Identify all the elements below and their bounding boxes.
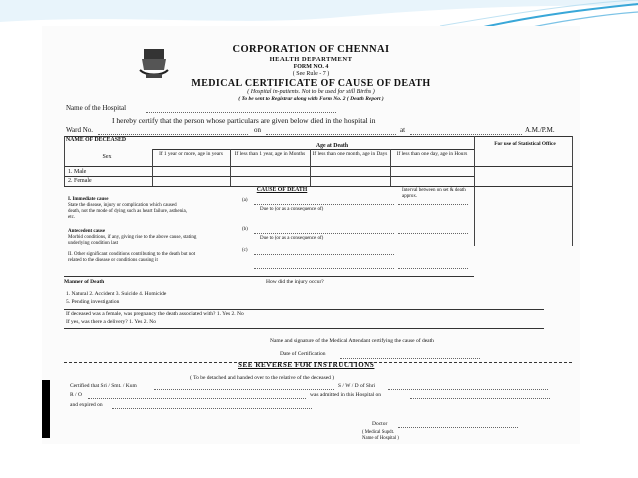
table-col-rule — [474, 136, 475, 246]
swd-label: S / W / D of Shri — [338, 383, 376, 389]
table-col-rule — [230, 149, 231, 186]
interval-other-field[interactable] — [398, 268, 468, 269]
table-col-rule — [64, 136, 65, 186]
ward-label: Ward No. — [66, 126, 94, 134]
sex-male-row: 1. Male — [68, 169, 87, 175]
doctor-signature-field[interactable] — [398, 427, 518, 428]
doctor-label: Doctor — [372, 421, 388, 427]
table-row-rule — [64, 176, 474, 177]
ampm-label: A.M./P.M. — [525, 126, 555, 134]
at-label: at — [400, 126, 406, 134]
pregnancy-question[interactable]: If deceased was a female, was pregnancy the death associated with? 1. Yes 2. No — [66, 311, 244, 317]
ro-label: R / O — [70, 392, 82, 398]
table-col-rule — [390, 149, 391, 186]
corporation-name: CORPORATION OF CHENNAI — [232, 44, 390, 55]
statistical-office-label: For use of Statistical Office — [494, 141, 556, 147]
admission-date-field[interactable] — [410, 398, 550, 399]
ward-field[interactable] — [98, 134, 248, 135]
detach-instruction: ( To be detached and handed over to the relative of the deceased ) — [190, 375, 335, 381]
pregnancy-rule — [64, 328, 544, 329]
on-label: on — [254, 126, 261, 134]
subtitle-registrar: ( To be sent to Registrar along with Form No. 2 ( Death Report ) — [238, 96, 384, 102]
table-col-rule — [572, 136, 573, 246]
table-col-rule — [310, 149, 311, 186]
cause-b-field[interactable] — [254, 233, 394, 234]
sex-header: Sex — [102, 154, 112, 160]
sex-female-row: 2. Female — [68, 178, 92, 184]
other-conditions-label: II. Other significant conditions contributing to the death but not related to the disease or conditions causing it — [68, 252, 196, 263]
cause-of-death-heading: CAUSE OF DEATH — [256, 187, 308, 193]
rule-reference: ( See Rule - 7 ) — [292, 71, 330, 77]
cause-a-field[interactable] — [254, 204, 394, 205]
antecedent-cause-description: Morbid conditions, if any, giving rise to the above cause, stating underlying condition last — [68, 235, 197, 246]
relation-field[interactable] — [388, 389, 548, 390]
hospital-field[interactable] — [146, 112, 336, 113]
other-conditions-field[interactable] — [254, 268, 394, 269]
manner-options[interactable]: 1. Natural 2. Accident 3. Suicide 4. Homicide — [66, 291, 167, 297]
age-days-header: If less than one month, age in Days — [312, 151, 388, 157]
medical-supdt-label: ( Medical Supdt. — [362, 430, 395, 435]
interval-b-field[interactable] — [398, 233, 468, 234]
manner-rule — [64, 309, 544, 310]
table-header-rule — [64, 166, 572, 167]
certified-label: Certified that Sri / Smt. / Kum — [70, 383, 137, 389]
reverse-instructions-heading: SEE REVERSE FOR INSTRUCTIONS — [238, 361, 375, 369]
certificate-title: MEDICAL CERTIFICATE OF CAUSE OF DEATH — [191, 78, 431, 89]
form-number: FORM NO. 4 — [293, 64, 329, 70]
age-header-rule — [152, 149, 474, 150]
age-at-death-label: Age at Death — [315, 143, 349, 149]
cause-bottom-rule — [64, 276, 474, 277]
time-field[interactable] — [410, 134, 522, 135]
department-name: HEALTH DEPARTMENT — [269, 56, 353, 63]
death-certificate-document — [42, 26, 580, 444]
hospital-label: Name of the Hospital — [66, 104, 127, 112]
cause-a-label: (a) — [242, 198, 248, 203]
cause-c-field[interactable] — [254, 254, 394, 255]
expiry-date-field[interactable] — [112, 408, 312, 409]
subtitle-hospital: ( Hospital in-patients. Not to be used for still Births ) — [247, 89, 375, 95]
injury-question: How did the injury occur? — [266, 279, 324, 285]
delivery-question[interactable]: If yes, was there a delivery? 1. Yes 2. No — [66, 319, 156, 325]
cause-a-due: Due to (or as a consequence of) — [260, 207, 324, 212]
attendant-signature-label: Name and signature of the Medical Attendant certifying the cause of death — [270, 338, 434, 344]
age-months-header: If less than 1 year, age in Months — [234, 151, 306, 157]
immediate-cause-label: I. Immediate cause — [68, 197, 109, 202]
deceased-name-field[interactable] — [154, 389, 334, 390]
age-years-header: If 1 year or more, age in years — [159, 151, 223, 157]
manner-of-death-label: Manner of Death — [64, 279, 105, 285]
expired-label: and expired on — [70, 402, 103, 408]
cause-b-due: Due to (or as a consequence of) — [260, 236, 324, 241]
interval-a-field[interactable] — [398, 204, 468, 205]
certify-statement: I hereby certify that the person whose particulars are given below died in the hospital in — [112, 116, 376, 125]
interval-header: Interval between on set & death approx. — [402, 188, 466, 199]
pending-investigation-option[interactable]: 5. Pending investigation — [66, 299, 120, 305]
name-of-deceased-label: NAME OF DECEASED — [66, 137, 127, 143]
scan-edge-bar — [42, 380, 50, 438]
immediate-cause-description: State the disease, injury or complication which caused death, not the mode of dying such as heart failure, asthenia, etc. — [68, 203, 187, 220]
table-col-rule — [152, 149, 153, 186]
cause-b-label: (b) — [242, 227, 248, 232]
certification-date-label: Date of Certification — [280, 351, 326, 357]
antecedent-cause-label: Antecedent cause — [68, 229, 106, 234]
residence-field[interactable] — [88, 398, 306, 399]
date-field[interactable] — [266, 134, 396, 135]
cause-c-label: (c) — [242, 248, 248, 253]
certification-date-field[interactable] — [340, 358, 480, 359]
admitted-label: was admitted in this Hospital on — [310, 392, 382, 398]
hospital-name-label: Name of Hospital ) — [362, 436, 399, 441]
age-hours-header: If less than one day, age in Hours — [396, 151, 468, 157]
